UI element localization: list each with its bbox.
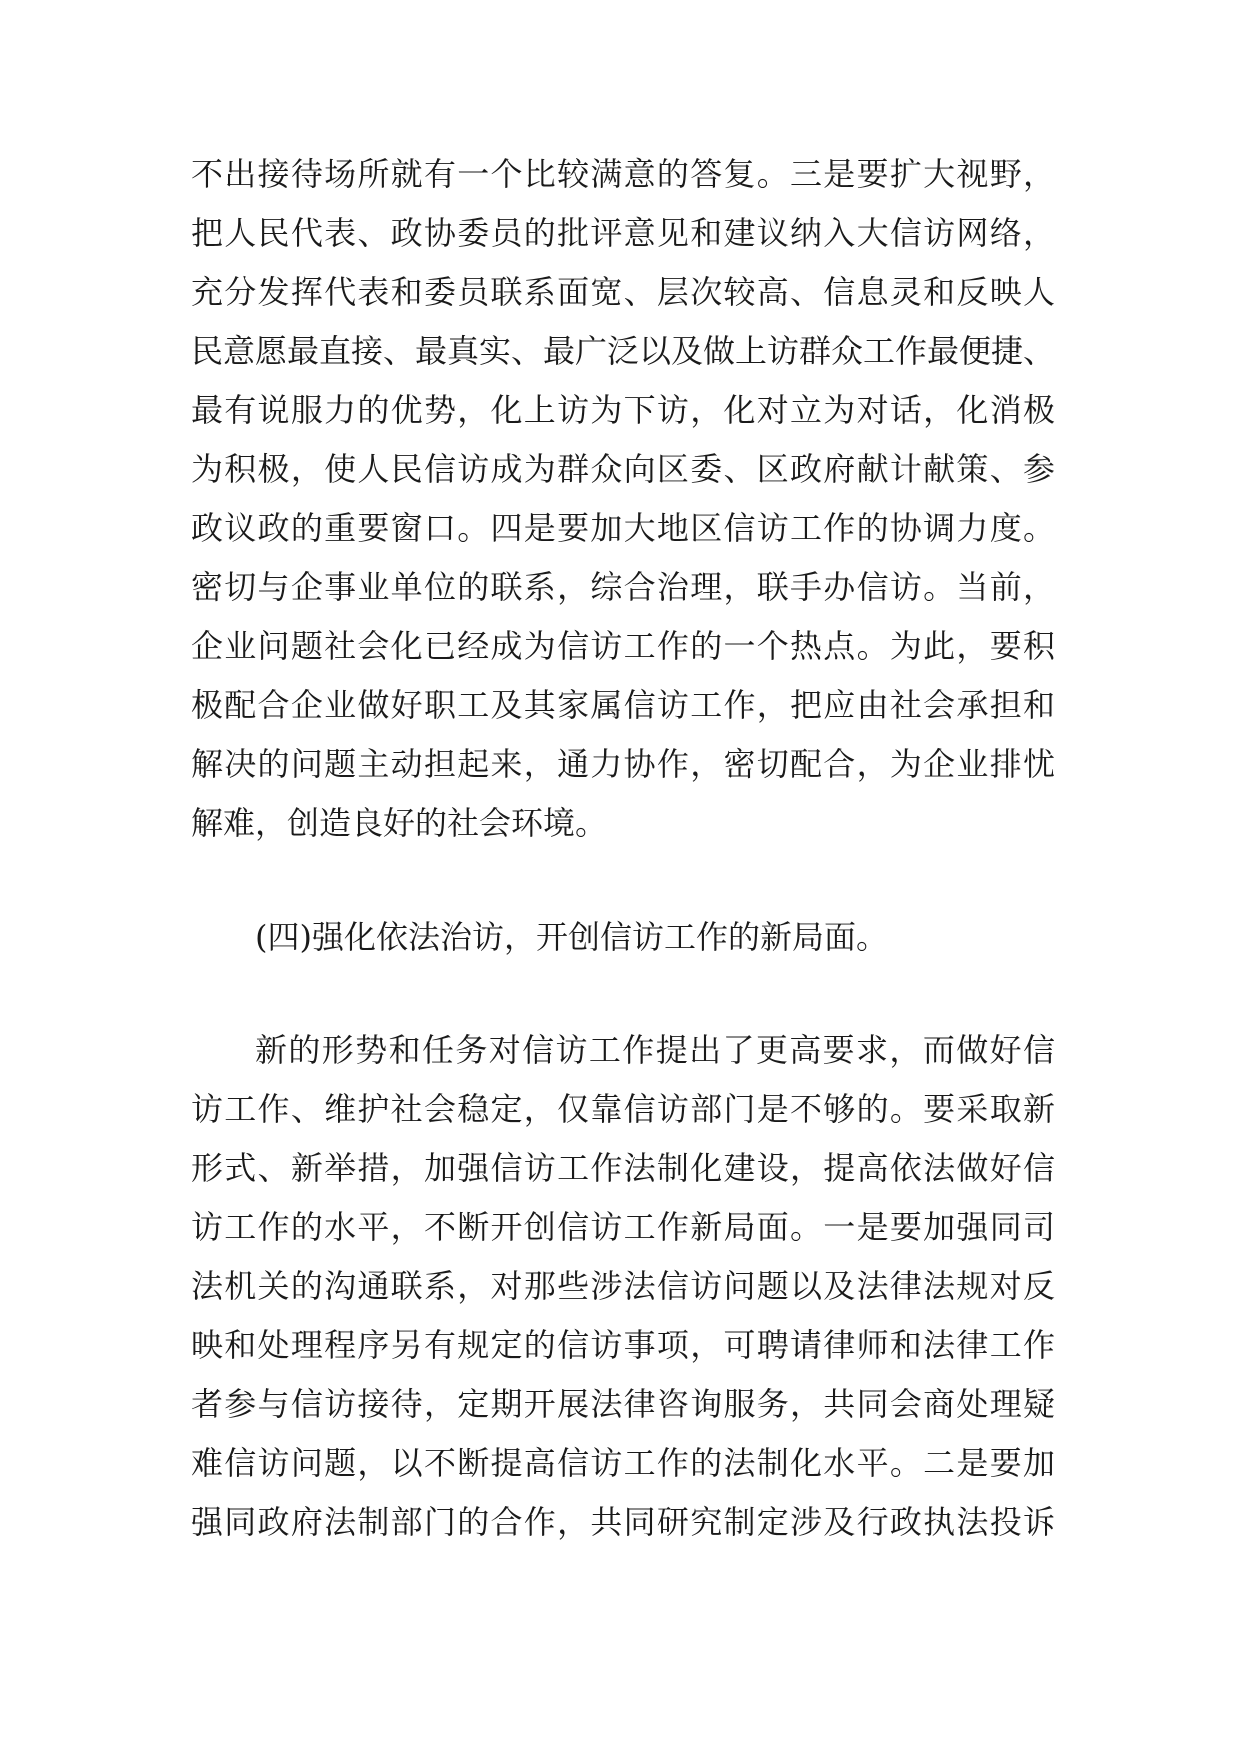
- paragraph-line: 密切与企事业单位的联系，综合治理，联手办信访。当前，: [191, 568, 1055, 606]
- paragraph-line: 极配合企业做好职工及其家属信访工作，把应由社会承担和: [191, 686, 1055, 724]
- paragraph-line: 解决的问题主动担起来，通力协作，密切配合，为企业排忧: [191, 745, 1055, 783]
- section-heading: (四)强化依法治访，开创信访工作的新局面。: [255, 918, 888, 956]
- paragraph-line: 不出接待场所就有一个比较满意的答复。三是要扩大视野，: [191, 155, 1055, 193]
- paragraph-line: 难信访问题，以不断提高信访工作的法制化水平。二是要加: [191, 1444, 1055, 1482]
- paragraph-line: 解难，创造良好的社会环境。: [191, 804, 608, 842]
- paragraph-line: 映和处理程序另有规定的信访事项，可聘请律师和法律工作: [191, 1326, 1055, 1364]
- paragraph-line: 访工作、维护社会稳定，仅靠信访部门是不够的。要采取新: [191, 1090, 1055, 1128]
- paragraph-line: 把人民代表、政协委员的批评意见和建议纳入大信访网络，: [191, 214, 1055, 252]
- paragraph-line: 企业问题社会化已经成为信访工作的一个热点。为此，要积: [191, 627, 1055, 665]
- paragraph-line: 充分发挥代表和委员联系面宽、层次较高、信息灵和反映人: [191, 273, 1055, 311]
- paragraph-line: 访工作的水平，不断开创信访工作新局面。一是要加强同司: [191, 1208, 1055, 1246]
- paragraph-line: 法机关的沟通联系，对那些涉法信访问题以及法律法规对反: [191, 1267, 1055, 1305]
- paragraph-line: 形式、新举措，加强信访工作法制化建设，提高依法做好信: [191, 1149, 1055, 1187]
- paragraph-line: 最有说服力的优势，化上访为下访，化对立为对话，化消极: [191, 391, 1055, 429]
- paragraph-line: 为积极，使人民信访成为群众向区委、区政府献计献策、参: [191, 450, 1055, 488]
- paragraph-line: 民意愿最直接、最真实、最广泛以及做上访群众工作最便捷、: [191, 332, 1056, 370]
- paragraph-line: 强同政府法制部门的合作，共同研究制定涉及行政执法投诉: [191, 1503, 1055, 1541]
- paragraph-line: 新的形势和任务对信访工作提出了更高要求，而做好信: [255, 1031, 1055, 1069]
- paragraph-line: 政议政的重要窗口。四是要加大地区信访工作的协调力度。: [191, 509, 1055, 547]
- paragraph-line: 者参与信访接待，定期开展法律咨询服务，共同会商处理疑: [191, 1385, 1055, 1423]
